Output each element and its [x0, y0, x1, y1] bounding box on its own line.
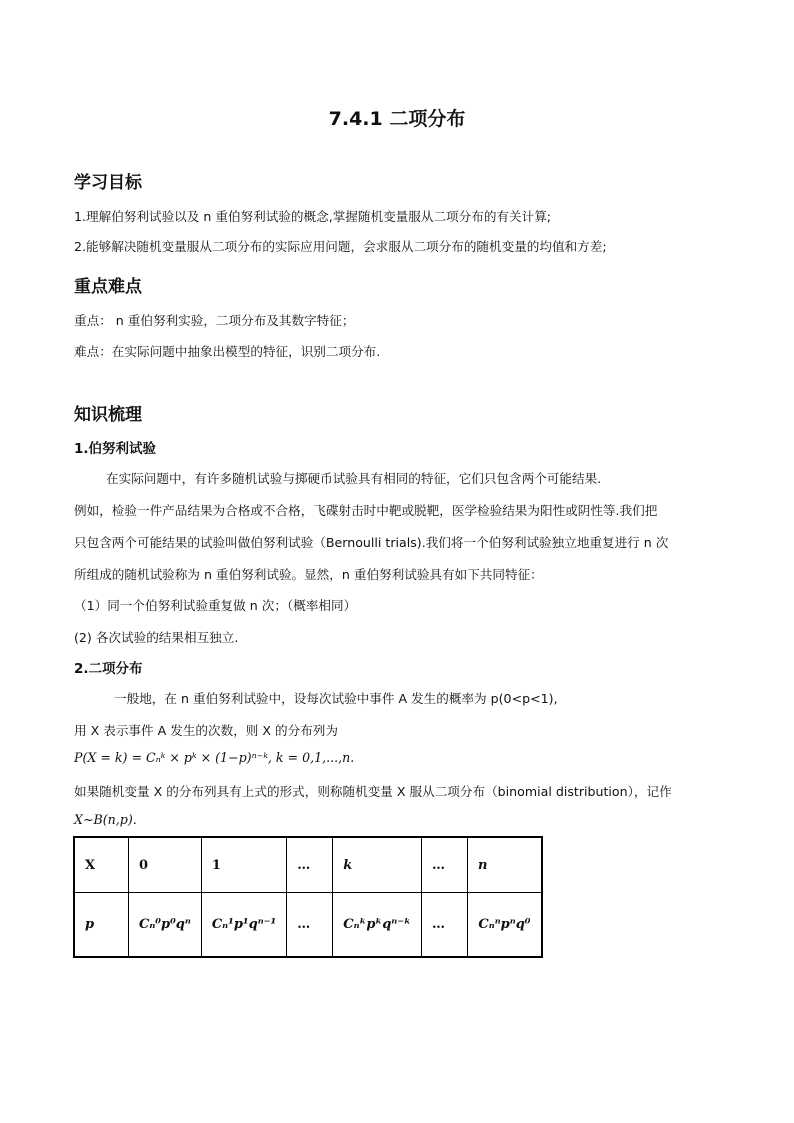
paragraph-line: 在实际问题中，有许多随机试验与掷硬币试验具有相同的特征，它们只包含两个可能结果. — [106, 471, 602, 486]
section-heading-key-points: 重点难点 — [74, 277, 142, 297]
paragraph-line: 例如，检验一件产品结果为合格或不合格，飞碟射击时中靶或脱靶，医学检验结果为阳性或阴性等.我们把 — [74, 503, 658, 518]
section-heading-goals: 学习目标 — [74, 173, 142, 193]
table-cell: 0 — [129, 837, 202, 893]
table-cell: … — [421, 893, 467, 958]
feature-item-2: (2) 各次试验的结果相互独立. — [74, 630, 239, 645]
paragraph-line: 所组成的随机试验称为 n 重伯努利试验。显然，n 重伯努利试验具有如下共同特征： — [74, 567, 543, 582]
table-cell: X — [74, 837, 129, 893]
paragraph-line: 只包含两个可能结果的试验叫做伯努利试验（Bernoulli trials).我们将一个伯努利试验独立地重复进行 n 次 — [74, 535, 669, 550]
table-cell: Cₙⁿpⁿq⁰ — [467, 893, 542, 958]
difficulty-text: 难点：在实际问题中抽象出模型的特征，识别二项分布. — [74, 344, 381, 359]
table-cell: Cₙᵏpᵏqⁿ⁻ᵏ — [333, 893, 422, 958]
table-cell: Cₙ¹p¹qⁿ⁻¹ — [201, 893, 286, 958]
subheading-binomial-distribution: 2.二项分布 — [74, 661, 143, 677]
table-cell: … — [421, 837, 467, 893]
subheading-bernoulli-trials: 1.伯努利试验 — [74, 441, 157, 457]
table-cell: … — [287, 893, 333, 958]
section-heading-knowledge: 知识梳理 — [74, 405, 142, 425]
binomial-formula: P(X = k) = Cₙᵏ × pᵏ × (1−p)ⁿ⁻ᵏ, k = 0,1,...,n. — [74, 750, 355, 765]
table-cell: … — [287, 837, 333, 893]
key-point-text: 重点： n 重伯努利实验，二项分布及其数字特征； — [74, 313, 355, 328]
paragraph-line: 用 X 表示事件 A 发生的次数，则 X 的分布列为 — [74, 723, 338, 738]
table-cell: p — [74, 893, 129, 958]
notation-text: X~B(n,p). — [74, 812, 137, 827]
table-cell: k — [333, 837, 422, 893]
distribution-table — [73, 836, 543, 958]
table-cell: n — [467, 837, 542, 893]
table-row — [74, 837, 542, 893]
feature-item-1: （1）同一个伯努利试验重复做 n 次；（概率相同） — [74, 598, 357, 613]
table-row — [74, 893, 542, 958]
goal-item-1: 1.理解伯努利试验以及 n 重伯努利试验的概念,掌握随机变量服从二项分布的有关计算; — [74, 209, 552, 224]
paragraph-line: 一般地，在 n 重伯努利试验中，设每次试验中事件 A 发生的概率为 p(0<p<1), — [114, 691, 558, 706]
goal-item-2: 2.能够解决随机变量服从二项分布的实际应用问题，会求服从二项分布的随机变量的均值和方差; — [74, 239, 607, 254]
table-cell: 1 — [201, 837, 286, 893]
table-cell: Cₙ⁰p⁰qⁿ — [129, 893, 202, 958]
page-title: 7.4.1 二项分布 — [328, 108, 466, 130]
paragraph-line: 如果随机变量 X 的分布列具有上式的形式，则称随机变量 X 服从二项分布（binomial distribution），记作 — [74, 784, 672, 799]
